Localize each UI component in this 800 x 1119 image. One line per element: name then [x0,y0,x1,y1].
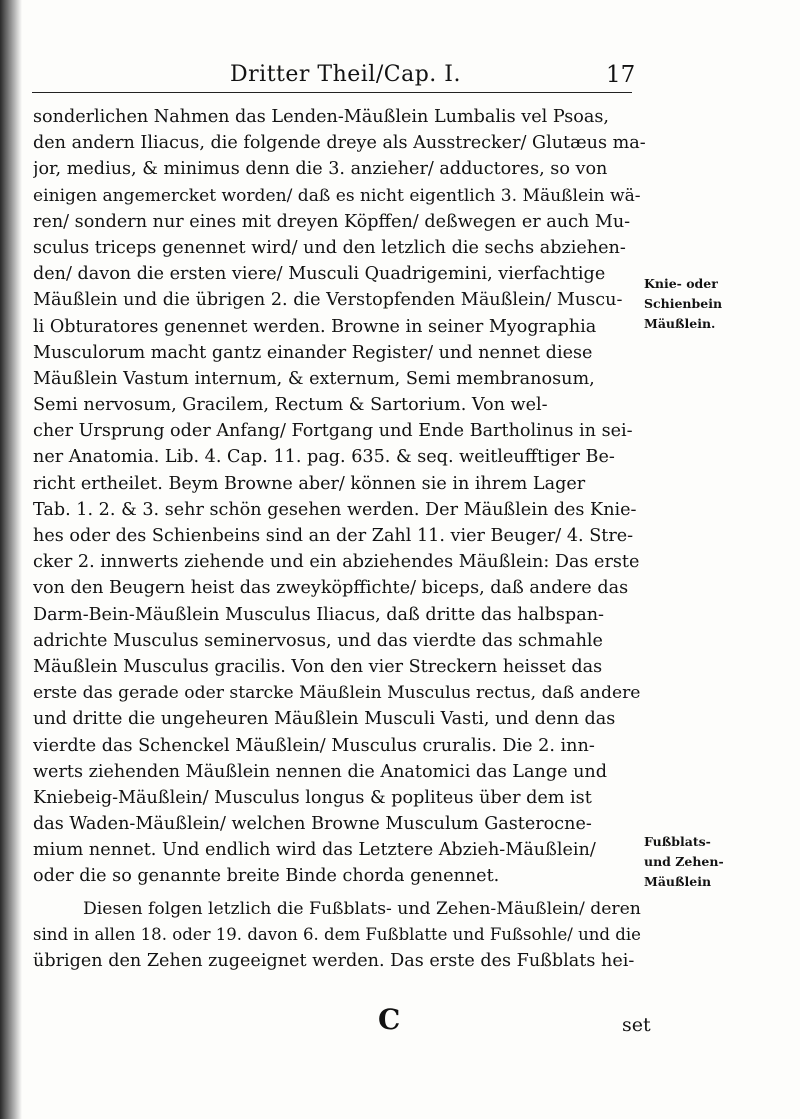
text-line: Tab. 1. 2. & 3. sehr schön gesehen werden. Der Mäußlein des Knie- [33,499,637,520]
text-line: li Obturatores genennet werden. Browne in seiner Myographia [33,316,597,337]
main-text-block [33,104,653,974]
text-line: Mäußlein und die übrigen 2. die Verstopfenden Mäußlein/ Muscu- [33,290,623,311]
text-line: sculus triceps genennet wird/ und den letzlich die sechs abziehen- [33,237,626,258]
text-line: erste das gerade oder starcke Mäußlein Musculus rectus, daß andere [33,683,641,704]
text-line: das Waden-Mäußlein/ welchen Browne Musculum Gasterocne- [33,814,592,835]
text-line: sonderlichen Nahmen das Lenden-Mäußlein Lumbalis vel Psoas, [33,107,609,127]
margin-note-knee [644,274,794,334]
text-line: den/ davon die ersten viere/ Musculi Quadrigemini, vierfachtige [33,264,606,285]
text-line: von den Beugern heist das zweyköpffichte/ biceps, daß andere das [33,578,629,599]
header-rule [32,92,632,93]
page-number: 17 [606,62,636,88]
text-line: Semi nervosum, Gracilem, Rectum & Sartorium. Von wel- [33,395,548,416]
margin-note-line: Schienbein [644,296,723,311]
text-line: Musculorum macht gantz einander Register/ und nennet diese [33,342,593,363]
text-line: ren/ sondern nur eines mit dreyen Köpffen/ deßwegen er auch Mu- [33,211,631,232]
margin-note-line: Fußblats- [644,834,711,849]
text-line: Mäußlein Vastum internum, & externum, Semi membranosum, [33,368,595,389]
text-line: adrichte Musculus seminervosus, und das vierdte das schmahle [33,630,603,651]
text-line: hes oder des Schienbeins sind an der Zahl 11. vier Beuger/ 4. Stre- [33,526,634,546]
margin-note-line: und Zehen- [644,854,724,869]
catchword: set [622,1014,651,1036]
text-line: und dritte die ungeheuren Mäußlein Musculi Vasti, und denn das [33,709,616,730]
text-line: einigen angemercket worden/ daß es nicht eigentlich 3. Mäußlein wä- [33,185,641,206]
margin-note-line: Mäußlein. [644,316,716,331]
text-line: den andern Iliacus, die folgende dreye als Ausstrecker/ Glutæus ma- [33,133,646,154]
running-head: Dritter Theil/Cap. I. [230,62,461,87]
text-line: cker 2. innwerts ziehende und ein abziehendes Mäußlein: Das erste [33,552,640,573]
page-gutter-shadow [0,0,22,1119]
text-line: jor, medius, & minimus denn die 3. anzieher/ adductores, so von [33,159,608,180]
text-line: oder die so genannte breite Binde chorda genennet. [33,866,500,887]
text-line: cher Ursprung oder Anfang/ Fortgang und Ende Bartholinus in sei- [33,421,633,442]
text-line: Darm-Bein-Mäußlein Musculus Iliacus, daß dritte das halbspan- [33,604,604,625]
text-line: werts ziehenden Mäußlein nennen die Anatomici das Lange und [33,761,608,782]
margin-note-line: Mäußlein [644,874,712,889]
text-line: richt ertheilet. Beym Browne aber/ können sie in ihrem Lager [33,473,586,494]
margin-note-foot [644,832,794,892]
text-line: Kniebeig-Mäußlein/ Musculus longus & popliteus über dem ist [33,787,592,808]
text-line: sind in allen 18. oder 19. davon 6. dem Fußblatte und Fußsohle/ und die [33,924,641,944]
signature-mark: C [378,1003,401,1036]
text-line: vierdte das Schenckel Mäußlein/ Musculus cruralis. Die 2. inn- [33,735,595,756]
margin-note-line: Knie- oder [644,276,718,291]
page-header [0,58,640,94]
text-line: mium nennet. Und endlich wird das Letztere Abzieh-Mäußlein/ [33,840,596,861]
text-line: übrigen den Zehen zugeeignet werden. Das erste des Fußblats hei- [33,951,635,971]
text-line: ner Anatomia. Lib. 4. Cap. 11. pag. 635. & seq. weitleufftiger Be- [33,447,615,468]
text-line: Mäußlein Musculus gracilis. Von den vier Streckern heisset das [33,656,603,677]
paragraph-start-line: Diesen folgen letzlich die Fußblats- und Zehen-Mäußlein/ deren [83,898,641,919]
